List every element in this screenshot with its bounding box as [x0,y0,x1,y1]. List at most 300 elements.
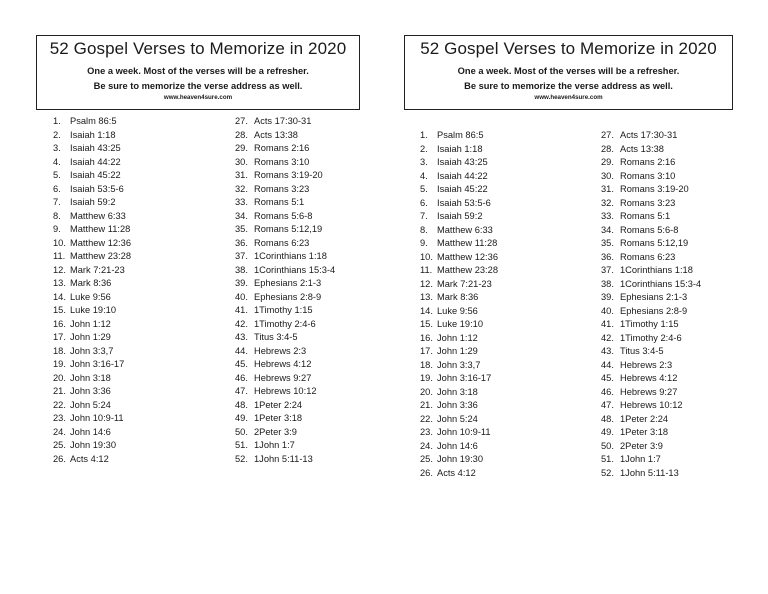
verse-reference: Romans 3:10 [254,156,310,167]
verse-reference: Psalm 86:5 [437,130,484,140]
verse-item [601,318,741,332]
verse-item [420,359,580,373]
verse-reference: Isaiah 1:18 [70,129,116,140]
verse-item [53,115,213,129]
verse-reference: Luke 9:56 [437,305,478,316]
header-box [404,35,733,110]
verse-reference: 1Peter 3:18 [254,413,303,423]
verse-number: 32. [235,183,248,194]
verse-item [235,304,365,318]
verse-number: 37. [601,265,614,275]
verse-number: 22. [420,413,433,424]
verse-number: 45. [601,373,614,383]
verse-item [235,358,365,372]
verse-reference: Romans 6:23 [254,237,310,248]
verse-reference: 1Corinthians 1:18 [620,265,693,275]
verse-reference: 1Timothy 2:4-6 [620,332,682,343]
verse-item [601,156,741,170]
verse-reference: John 10:9-11 [70,413,124,423]
verse-number: 6. [53,183,61,194]
verse-number: 13. [420,292,433,302]
memory-card-left [0,0,370,594]
verse-item [53,237,213,251]
subtitle-line-2: Be sure to memorize the verse address as well. [464,81,673,91]
verse-reference: John 3:36 [437,400,478,410]
verse-reference: Hebrews 10:12 [620,400,683,410]
verse-item [601,210,741,224]
verse-number: 29. [235,143,248,153]
verse-item [235,196,365,210]
verse-item [235,142,365,156]
verse-reference: Hebrews 9:27 [620,386,678,397]
verse-item [53,318,213,332]
verse-item [601,224,741,238]
verse-item [53,223,213,237]
verse-item [601,278,741,292]
verse-item [601,399,741,413]
verse-reference: Mark 7:21-23 [70,264,125,275]
verse-item [420,332,580,346]
verse-item [601,237,741,251]
verse-reference: John 1:12 [437,332,478,343]
verse-number: 43. [601,346,614,356]
verse-reference: Romans 5:12,19 [254,224,323,234]
verse-item [420,224,580,238]
verse-reference: Romans 3:19-20 [620,184,689,194]
verse-item [53,250,213,264]
verse-number: 18. [53,345,66,356]
verse-number: 20. [53,372,66,383]
verse-item [601,305,741,319]
verse-number: 17. [420,346,433,356]
verse-item [420,413,580,427]
verse-number: 36. [235,237,248,248]
verse-number: 23. [420,427,433,437]
verse-item [601,372,741,386]
verse-reference: Romans 2:16 [620,157,676,167]
verse-number: 7. [53,197,61,207]
verse-number: 48. [235,399,248,410]
verse-reference: Matthew 11:28 [437,238,498,248]
verse-item [420,170,580,184]
verse-number: 4. [420,170,428,181]
verse-number: 34. [235,210,248,221]
verse-number: 44. [235,345,248,356]
verse-item [420,129,580,143]
verse-reference: 1John 5:11-13 [620,467,679,478]
verse-number: 10. [420,251,433,262]
verse-reference: Romans 5:6-8 [254,210,313,221]
verse-number: 4. [53,156,61,167]
verse-item [235,129,365,143]
verse-list-column-1 [420,129,580,480]
verse-reference: 1Timothy 1:15 [620,319,679,329]
website-link[interactable]: www.heaven4sure.com [534,94,603,101]
verse-number: 45. [235,359,248,369]
verse-reference: 1Corinthians 15:3-4 [254,264,336,275]
verse-reference: Isaiah 59:2 [70,197,116,207]
verse-reference: Mark 8:36 [70,278,112,288]
verse-reference: Luke 9:56 [70,291,111,302]
verse-reference: Isaiah 53:5-6 [70,183,124,194]
verse-number: 37. [235,251,248,261]
verse-reference: Acts 17:30-31 [254,116,312,126]
verse-reference: Isaiah 53:5-6 [437,197,491,208]
verse-item [235,318,365,332]
verse-number: 41. [235,305,248,315]
verse-number: 49. [235,413,248,423]
verse-item [420,305,580,319]
verse-number: 21. [53,386,66,396]
verse-item [235,223,365,237]
verse-number: 40. [235,291,248,302]
verse-reference: Acts 13:38 [254,129,298,140]
verse-reference: 1John 1:7 [254,440,295,450]
verse-item [601,291,741,305]
verse-number: 14. [53,291,66,302]
verse-number: 25. [420,454,433,464]
verse-number: 20. [420,386,433,397]
verse-reference: John 3:16-17 [70,359,125,369]
verse-number: 40. [601,305,614,316]
verse-item [235,115,365,129]
verse-list-column-2 [601,129,741,480]
verse-item [53,291,213,305]
verse-item [601,426,741,440]
verse-number: 32. [601,197,614,208]
verse-number: 47. [235,386,248,396]
verse-number: 11. [420,265,433,275]
verse-reference: Matthew 11:28 [70,224,131,234]
verse-number: 13. [53,278,66,288]
verse-reference: Romans 3:19-20 [254,170,323,180]
website-link[interactable]: www.heaven4sure.com [163,94,233,101]
verse-item [601,143,741,157]
verse-reference: John 14:6 [437,440,478,451]
verse-number: 2. [420,143,428,154]
verse-number: 34. [601,224,614,235]
verse-item [601,386,741,400]
verse-reference: Psalm 86:5 [70,116,117,126]
verse-list-column-1 [53,115,213,466]
verse-number: 16. [420,332,433,343]
verse-item [235,264,365,278]
verse-reference: Acts 4:12 [437,467,476,478]
verse-reference: Hebrews 10:12 [254,386,317,396]
verse-reference: John 10:9-11 [437,427,491,437]
verse-number: 5. [420,184,428,194]
verse-item [601,359,741,373]
verse-number: 19. [53,359,66,369]
verse-reference: Romans 5:12,19 [620,238,689,248]
verse-number: 49. [601,427,614,437]
verse-number: 22. [53,399,66,410]
verse-reference: Hebrews 2:3 [620,359,673,370]
verse-reference: Ephesians 2:8-9 [620,305,688,316]
verse-item [53,304,213,318]
verse-reference: John 3:36 [70,386,111,396]
verse-reference: Romans 3:23 [254,183,310,194]
verse-number: 3. [53,143,61,153]
verse-number: 24. [53,426,66,437]
verse-number: 43. [235,332,248,342]
verse-reference: Romans 6:23 [620,251,676,262]
verse-list-column-2 [235,115,365,466]
verse-number: 15. [53,305,66,315]
verse-item [53,210,213,224]
subtitle-line-1: One a week. Most of the verses will be a refresher. [87,66,309,76]
verse-item [235,169,365,183]
verse-number: 21. [420,400,433,410]
verse-item [235,250,365,264]
verse-number: 1. [53,116,61,126]
verse-reference: Hebrews 9:27 [254,372,312,383]
verse-reference: Matthew 6:33 [70,210,126,221]
verse-number: 3. [420,157,428,167]
verse-number: 35. [235,224,248,234]
verse-reference: Isaiah 44:22 [70,156,121,167]
verse-reference: Titus 3:4-5 [620,346,664,356]
verse-number: 46. [601,386,614,397]
verse-number: 17. [53,332,66,342]
verse-reference: Isaiah 59:2 [437,211,483,221]
verse-reference: Ephesians 2:1-3 [620,292,688,302]
verse-number: 10. [53,237,66,248]
verse-number: 42. [601,332,614,343]
verse-item [53,264,213,278]
verse-reference: Titus 3:4-5 [254,332,298,342]
verse-reference: 2Peter 3:9 [620,440,663,451]
verse-reference: Isaiah 43:25 [437,157,488,167]
verse-item [235,439,365,453]
verse-item [53,385,213,399]
verse-item [420,278,580,292]
verse-reference: John 5:24 [437,413,478,424]
verse-reference: Hebrews 2:3 [254,345,307,356]
verse-number: 9. [420,238,428,248]
verse-number: 33. [235,197,248,207]
verse-item [235,210,365,224]
verse-reference: Mark 8:36 [437,292,479,302]
verse-reference: Acts 4:12 [70,453,109,464]
verse-reference: 1Peter 2:24 [620,413,669,424]
verse-number: 50. [601,440,614,451]
verse-reference: 1Peter 3:18 [620,427,669,437]
verse-item [601,183,741,197]
verse-reference: 1Timothy 2:4-6 [254,318,316,329]
verse-number: 42. [235,318,248,329]
verse-number: 28. [235,129,248,140]
verse-item [235,237,365,251]
verse-number: 39. [601,292,614,302]
verse-number: 50. [235,426,248,437]
verse-item [235,277,365,291]
verse-reference: Ephesians 2:8-9 [254,291,322,302]
verse-item [601,413,741,427]
page-title: 52 Gospel Verses to Memorize in 2020 [49,39,347,58]
verse-item [235,453,365,467]
verse-number: 31. [601,184,614,194]
verse-reference: Isaiah 45:22 [437,184,488,194]
verse-item [601,453,741,467]
verse-item [420,440,580,454]
verse-reference: Acts 13:38 [620,143,664,154]
verse-number: 30. [235,156,248,167]
verse-item [235,426,365,440]
verse-reference: 1John 5:11-13 [254,453,313,464]
verse-number: 52. [235,453,248,464]
verse-item [53,196,213,210]
verse-reference: John 19:30 [437,454,484,464]
verse-number: 12. [420,278,433,289]
verse-item [601,170,741,184]
verse-item [601,332,741,346]
verse-item [53,453,213,467]
verse-item [53,372,213,386]
verse-number: 27. [601,130,614,140]
verse-reference: Matthew 6:33 [437,224,493,235]
verse-number: 26. [53,453,66,464]
verse-number: 41. [601,319,614,329]
verse-item [235,345,365,359]
memory-card-right [384,0,754,594]
verse-number: 24. [420,440,433,451]
verse-item [420,345,580,359]
verse-item [53,358,213,372]
verse-reference: Isaiah 1:18 [437,143,483,154]
verse-item [420,143,580,157]
verse-number: 51. [601,454,614,464]
verse-number: 16. [53,318,66,329]
verse-reference: John 19:30 [70,440,117,450]
verse-reference: Romans 5:6-8 [620,224,679,235]
verse-reference: Hebrews 4:12 [254,359,312,369]
verse-reference: 1Corinthians 15:3-4 [620,278,702,289]
verse-item [53,399,213,413]
verse-item [235,372,365,386]
verse-number: 51. [235,440,248,450]
verse-reference: Isaiah 44:22 [437,170,488,181]
verse-number: 11. [53,251,66,261]
verse-reference: John 1:29 [70,332,111,342]
verse-reference: Matthew 12:36 [437,251,498,262]
verse-number: 15. [420,319,433,329]
verse-number: 48. [601,413,614,424]
verse-number: 46. [235,372,248,383]
verse-number: 28. [601,143,614,154]
verse-reference: 2Peter 3:9 [254,426,297,437]
verse-number: 26. [420,467,433,478]
verse-number: 44. [601,359,614,370]
header-box [36,35,360,110]
verse-item [53,277,213,291]
verse-item [420,386,580,400]
verse-item [420,183,580,197]
verse-reference: John 3:18 [70,372,111,383]
verse-item [235,331,365,345]
verse-item [53,345,213,359]
verse-item [420,426,580,440]
verse-number: 18. [420,359,433,370]
verse-reference: Ephesians 2:1-3 [254,278,322,288]
verse-reference: Matthew 23:28 [437,265,498,275]
verse-item [601,129,741,143]
verse-number: 1. [420,130,428,140]
verse-number: 7. [420,211,428,221]
verse-item [420,318,580,332]
verse-item [420,197,580,211]
verse-number: 38. [601,278,614,289]
verse-reference: 1John 1:7 [620,454,661,464]
verse-reference: Romans 2:16 [254,143,310,153]
verse-item [601,467,741,481]
verse-reference: John 14:6 [70,426,111,437]
verse-item [601,251,741,265]
verse-item [235,156,365,170]
verse-number: 29. [601,157,614,167]
verse-item [53,156,213,170]
verse-item [420,210,580,224]
verse-number: 23. [53,413,66,423]
verse-number: 19. [420,373,433,383]
verse-item [53,142,213,156]
verse-number: 30. [601,170,614,181]
subtitle-line-2: Be sure to memorize the verse address as well. [93,81,303,91]
verse-reference: Romans 3:10 [620,170,676,181]
verse-number: 6. [420,197,428,208]
verse-item [420,237,580,251]
verse-item [420,372,580,386]
verse-item [601,264,741,278]
verse-reference: Hebrews 4:12 [620,373,678,383]
verse-item [420,251,580,265]
verse-item [235,183,365,197]
verse-reference: Romans 5:1 [620,211,671,221]
verse-item [420,264,580,278]
verse-number: 36. [601,251,614,262]
verse-reference: 1Corinthians 1:18 [254,251,327,261]
verse-number: 8. [53,210,61,221]
verse-number: 12. [53,264,66,275]
verse-item [53,412,213,426]
verse-reference: John 5:24 [70,399,111,410]
verse-item [53,439,213,453]
verse-reference: Mark 7:21-23 [437,278,492,289]
verse-item [53,129,213,143]
verse-number: 9. [53,224,61,234]
verse-number: 38. [235,264,248,275]
verse-reference: Matthew 12:36 [70,237,131,248]
verse-item [53,426,213,440]
verse-reference: 1Peter 2:24 [254,399,303,410]
verse-item [601,440,741,454]
verse-item [420,453,580,467]
subtitle-line-1: One a week. Most of the verses will be a refresher. [457,66,680,76]
verse-item [235,291,365,305]
verse-item [420,291,580,305]
verse-item [420,156,580,170]
verse-number: 47. [601,400,614,410]
verse-reference: John 3:16-17 [437,373,492,383]
verse-reference: Isaiah 43:25 [70,143,121,153]
verse-reference: John 3:3,7 [437,359,481,370]
verse-reference: Romans 5:1 [254,197,305,207]
verse-number: 25. [53,440,66,450]
verse-number: 39. [235,278,248,288]
verse-number: 14. [420,305,433,316]
verse-reference: 1Timothy 1:15 [254,305,313,315]
verse-number: 5. [53,170,61,180]
